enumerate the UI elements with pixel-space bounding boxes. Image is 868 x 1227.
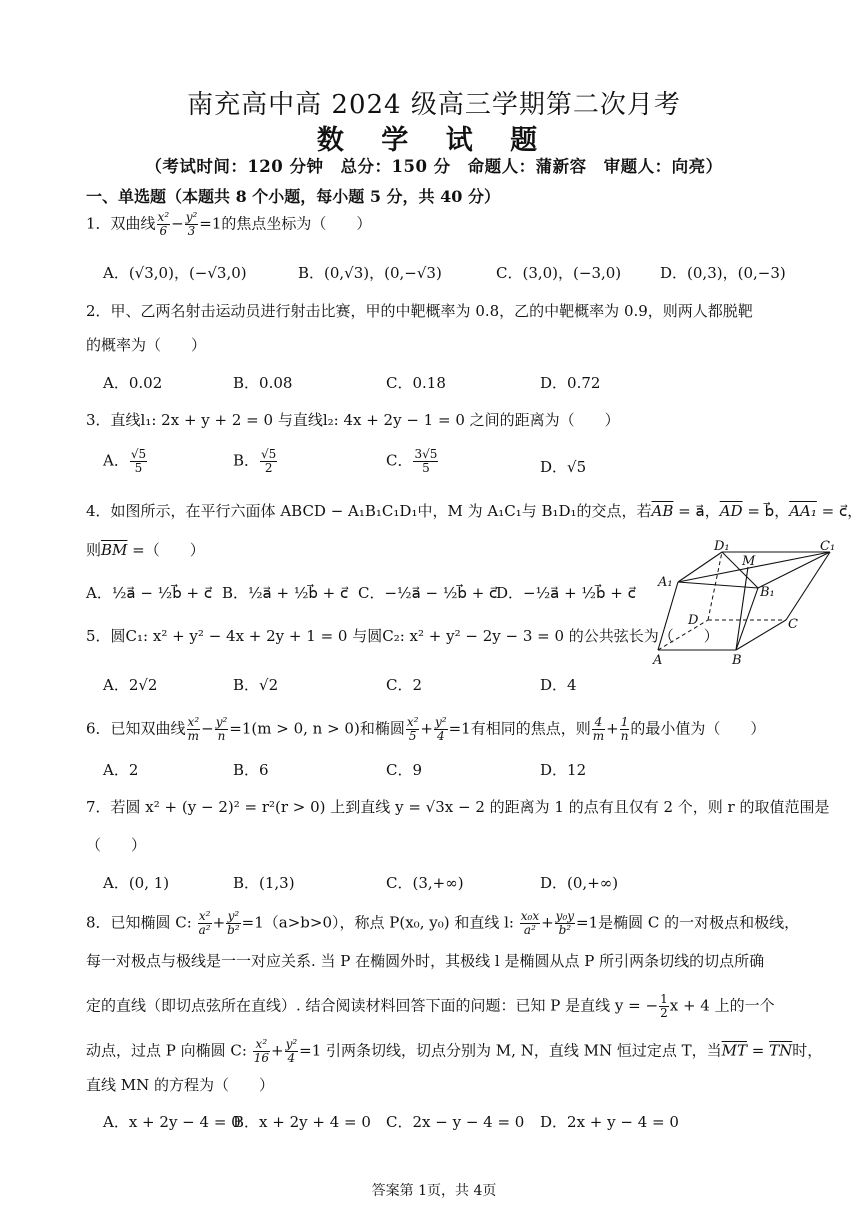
q8-frac-2 — [226, 910, 241, 937]
parallelepiped-figure — [650, 540, 840, 670]
frac-den: 6 — [159, 224, 168, 238]
q6-mid2: =1有相同的焦点，则 — [448, 719, 591, 738]
q4-line2-post: =（ ） — [127, 541, 205, 559]
frac-num: y₀y — [555, 909, 575, 923]
q4-eq1: = a⃗， — [673, 502, 720, 520]
vector-bm: $\overline{BM}$ — [101, 541, 128, 559]
q4-eq2: = b⃗， — [742, 502, 790, 520]
frac-den: 4 — [287, 1051, 296, 1065]
label-a1: A₁ — [658, 575, 673, 590]
frac-den: 5 — [134, 461, 143, 475]
q2-option-c[interactable]: C．0.18 — [386, 374, 446, 392]
frac-den: a² — [198, 923, 211, 937]
label-b1: B₁ — [760, 585, 775, 600]
q8-option-d[interactable]: D．2x + y − 4 = 0 — [540, 1113, 679, 1131]
frac-num: √5 — [261, 447, 277, 461]
vector-tn: $\overline{TN}$ — [769, 1041, 793, 1060]
frac-num: x₀x — [520, 909, 540, 923]
q4-option-c[interactable]: C．−½a⃗ − ½b⃗ + c⃗ — [358, 584, 498, 602]
frac-num: y² — [185, 210, 198, 224]
q1-frac-1 — [157, 211, 171, 238]
frac-den: b² — [227, 923, 240, 937]
frac-den: m — [592, 729, 605, 743]
frac-den: 2 — [264, 461, 273, 475]
label-d1: D₁ — [714, 540, 730, 554]
q1-option-c[interactable]: C．(3,0)，(−3,0) — [496, 264, 622, 282]
option-label: A． — [103, 451, 129, 470]
frac-den: 5 — [422, 461, 430, 475]
q8-l4-post: 时， — [792, 1041, 823, 1060]
frac-num: 1 — [660, 992, 668, 1006]
question-8-line3 — [86, 993, 786, 1020]
q8-frac-5 — [659, 993, 669, 1020]
q6-option-d[interactable]: D．12 — [540, 761, 587, 779]
q6-mid: =1(m > 0, n > 0)和椭圆 — [229, 719, 405, 738]
q8-option-b[interactable]: B．x + 2y + 4 = 0 — [233, 1113, 371, 1131]
q7-option-b[interactable]: B．(1,3) — [233, 874, 295, 892]
q7-option-d[interactable]: D．(0,+∞) — [540, 874, 619, 892]
q8-option-a[interactable]: A．x + 2y − 4 = 0 — [103, 1113, 241, 1131]
q1-stem-post: =1的焦点坐标为（ ） — [199, 214, 372, 233]
edge-dd1-hidden — [708, 552, 722, 620]
q8-l3-pre: 定的直线（即切点弦所在直线）. 结合阅读材料回答下面的问题：已知 P 是直线 y = − — [86, 996, 659, 1015]
question-4-line1 — [86, 502, 863, 520]
option-label: B． — [233, 451, 260, 470]
frac-num: x² — [253, 1038, 270, 1052]
q6-option-c[interactable]: C．9 — [386, 761, 423, 779]
q8-frac-6 — [253, 1038, 270, 1065]
page-footer: 答案第 1页，共 4页 — [371, 1183, 497, 1199]
q6-option-b[interactable]: B．6 — [233, 761, 269, 779]
frac-den: n — [620, 729, 629, 743]
q3-c-frac — [413, 448, 438, 475]
label-d: D — [688, 613, 699, 628]
frac-num: 3√5 — [414, 447, 438, 461]
q7-option-a[interactable]: A．(0, 1) — [103, 874, 170, 892]
frac-den: 4 — [436, 729, 445, 743]
q1-option-a[interactable]: A．(√3,0)，(−√3,0) — [103, 264, 247, 282]
frac-den: a² — [523, 923, 536, 937]
label-m: M — [742, 554, 756, 569]
q6-pre: 6．已知双曲线 — [86, 719, 186, 738]
section-heading: 一、单选题（本题共 8 个小题，每小题 5 分，共 40 分） — [86, 187, 500, 206]
edge-cc1 — [786, 552, 830, 620]
frac-num: y² — [285, 1037, 298, 1051]
question-2-line2: 的概率为（ ） — [86, 336, 207, 354]
option-label: C． — [386, 451, 413, 470]
question-7-line1: 7．若圆 x² + (y − 2)² = r²(r > 0) 上到直线 y = √3x − 2 的距离为 1 的点有且仅有 2 个，则 r 的取值范围是 — [86, 798, 830, 816]
q8-l1-mid: =1（a>b>0），称点 P(x₀, y₀) 和直线 l: — [241, 913, 519, 932]
q2-option-a[interactable]: A．0.02 — [103, 374, 163, 392]
question-8-line2: 每一对极点与极线是一一对应关系. 当 P 在椭圆外时，其极线 l 是椭圆从点 P 所引两条切线的切点所确 — [86, 952, 765, 970]
q1-frac-2 — [185, 211, 199, 238]
frac-den: 16 — [253, 1051, 269, 1065]
q8-frac-4 — [555, 910, 575, 937]
vector-mt: $\overline{MT}$ — [721, 1041, 747, 1060]
q3-b-frac — [260, 448, 277, 475]
question-2-line1: 2．甲、乙两名射击运动员进行射击比赛，甲的中靶概率为 0.8，乙的中靶概率为 0.9，则两人都脱靶 — [86, 302, 753, 320]
label-b: B — [732, 653, 742, 668]
label-a: A — [653, 653, 663, 668]
label-c1: C₁ — [820, 540, 836, 554]
frac-den: 5 — [408, 729, 417, 743]
q8-l4-mid: =1 引两条切线，切点分别为 M, N，直线 MN 恒过定点 T，当 — [299, 1041, 722, 1060]
frac-den: n — [217, 729, 226, 743]
question-8-line4: 动点，过点 P 向椭圆 C: $\frac{\text{x²}}{16}$ + $\frac{\text{y²}}{4}$ =1 引两条切线，切点分别为 M, N，直线 MN 恒过定点 T，当$\overline{MT} = \overline{TN}$时， — [86, 1037, 823, 1065]
q3-option-b[interactable] — [233, 448, 278, 475]
q2-option-d[interactable]: D．0.72 — [540, 374, 601, 392]
q8-l1-post: =1是椭圆 C 的一对极点和极线， — [576, 913, 800, 932]
q6-frac-6 — [620, 716, 630, 743]
q6-frac-4 — [434, 716, 448, 743]
frac-den: 3 — [187, 224, 196, 238]
q6-frac-5 — [592, 716, 605, 743]
q1-stem-pre: 1．双曲线 — [86, 214, 156, 233]
q5-option-b[interactable]: B．√2 — [233, 676, 279, 694]
exam-info: （考试时间：120 分钟 总分：150 分 命题人：蒲新容 审题人：向亮） — [145, 157, 723, 176]
frac-num: y² — [227, 909, 240, 923]
q6-frac-2 — [215, 716, 229, 743]
frac-num: x² — [157, 210, 170, 224]
q8-eq: = — [747, 1041, 770, 1060]
exam-subtitle: 数 学 试 题 — [316, 125, 552, 156]
q6-post: 的最小值为（ ） — [630, 719, 766, 738]
frac-num: √5 — [130, 447, 147, 461]
frac-num: x² — [406, 715, 419, 729]
q5-option-d[interactable]: D．4 — [540, 676, 577, 694]
q3-a-frac — [130, 448, 147, 475]
q3-option-d[interactable]: D．√5 — [540, 458, 587, 476]
q6-frac-1 — [187, 716, 201, 743]
q8-l4-pre: 动点，过点 P 向椭圆 C: — [86, 1041, 252, 1060]
frac-den: m — [187, 729, 200, 743]
question-8-line5: 直线 MN 的方程为（ ） — [86, 1076, 275, 1094]
q2-option-b[interactable]: B．0.08 — [233, 374, 293, 392]
q4-stem: 4．如图所示，在平行六面体 ABCD − A₁B₁C₁D₁中，M 为 A₁C₁与 B₁D₁的交点，若 — [86, 502, 652, 520]
frac-den: b² — [558, 923, 572, 937]
frac-num: 1 — [620, 715, 629, 729]
exam-title: 南充高中高 2024 级高三学期第二次月考 — [187, 90, 681, 120]
q6-frac-3 — [406, 716, 420, 743]
q5-option-c[interactable]: C．2 — [386, 676, 423, 694]
q3-option-c[interactable] — [386, 448, 439, 475]
q1-option-b[interactable]: B．(0,√3)，(0,−√3) — [298, 264, 442, 282]
q4-line2-pre: 则 — [86, 541, 102, 559]
q6-option-a[interactable]: A．2 — [103, 761, 139, 779]
frac-num: 4 — [592, 716, 605, 730]
q4-option-d[interactable]: D．−½a⃗ + ½b⃗ + c⃗ — [496, 584, 636, 602]
q4-eq3: = c⃗， — [816, 502, 863, 520]
q8-frac-7 — [285, 1038, 299, 1065]
question-5: 5．圆C₁: x² + y² − 4x + 2y + 1 = 0 与圆C₂: x² + y² − 2y − 3 = 0 的公共弦长为（ ） — [86, 627, 719, 645]
vector-aa1: AA₁ — [789, 502, 817, 520]
vector-ad: $\overline{AD}$ — [719, 502, 743, 520]
question-1: 1．双曲线 $\frac{\text{x²}}{6}$ − $\frac{\text{y²}}{3}$ =1的焦点坐标为（ ） — [86, 210, 372, 238]
q8-l1-pre: 8．已知椭圆 C: — [86, 913, 197, 932]
frac-num: x² — [198, 909, 211, 923]
question-3: 3．直线l₁: 2x + y + 2 = 0 与直线l₂: 4x + 2y − 1 = 0 之间的距离为（ ） — [86, 411, 620, 429]
frac-num: y² — [435, 715, 447, 729]
q3-option-a[interactable] — [103, 448, 148, 475]
frac-num: y² — [215, 715, 228, 729]
q1-option-d[interactable]: D．(0,3)，(0,−3) — [660, 264, 786, 282]
frac-den: 2 — [660, 1006, 668, 1020]
q8-l3-post: x + 4 上的一个 — [669, 996, 775, 1015]
q8-frac-3 — [520, 910, 540, 937]
edge-b1c1 — [758, 552, 830, 588]
q8-option-c[interactable]: C．2x − y − 4 = 0 — [386, 1113, 525, 1131]
question-8-line1: 8．已知椭圆 C: $\frac{\text{x²}}{\text{a²}}$ + $\frac{\text{y²}}{\text{b²}}$ =1（a>b>0），称点 P(x₀, y₀) 和直线 l: $\frac{\text{x₀x}}{\text{a²}}$ + $\frac{\text{y₀y}}{\text{b²}}$ =1是椭圆 C 的一对极点和极线， — [86, 909, 800, 937]
q7-option-c[interactable]: C．(3,+∞) — [386, 874, 464, 892]
q5-option-a[interactable]: A．2√2 — [103, 676, 158, 694]
frac-num: x² — [187, 715, 200, 729]
question-6: 6．已知双曲线 $\frac{\text{x²}}{m}$ − $\frac{\text{y²}}{n}$ =1(m > 0, n > 0)和椭圆 $\frac{\text{x²}}{5}$ + $\frac{\text{y²}}{4}$ =1有相同的焦点，则 $\frac{4}{m}$ + $\frac{1}{n}$ 的最小值为（ ） — [86, 715, 766, 743]
question-7-line2: （ ） — [86, 836, 147, 854]
vector-ab: $\overline{AB}$ — [651, 502, 674, 520]
q4-option-b[interactable]: B．½a⃗ + ½b⃗ + c⃗ — [222, 584, 349, 602]
label-c: C — [788, 617, 798, 632]
q4-option-a[interactable]: A．½a⃗ − ½b⃗ + c⃗ — [86, 584, 213, 602]
q8-frac-1 — [198, 910, 212, 937]
